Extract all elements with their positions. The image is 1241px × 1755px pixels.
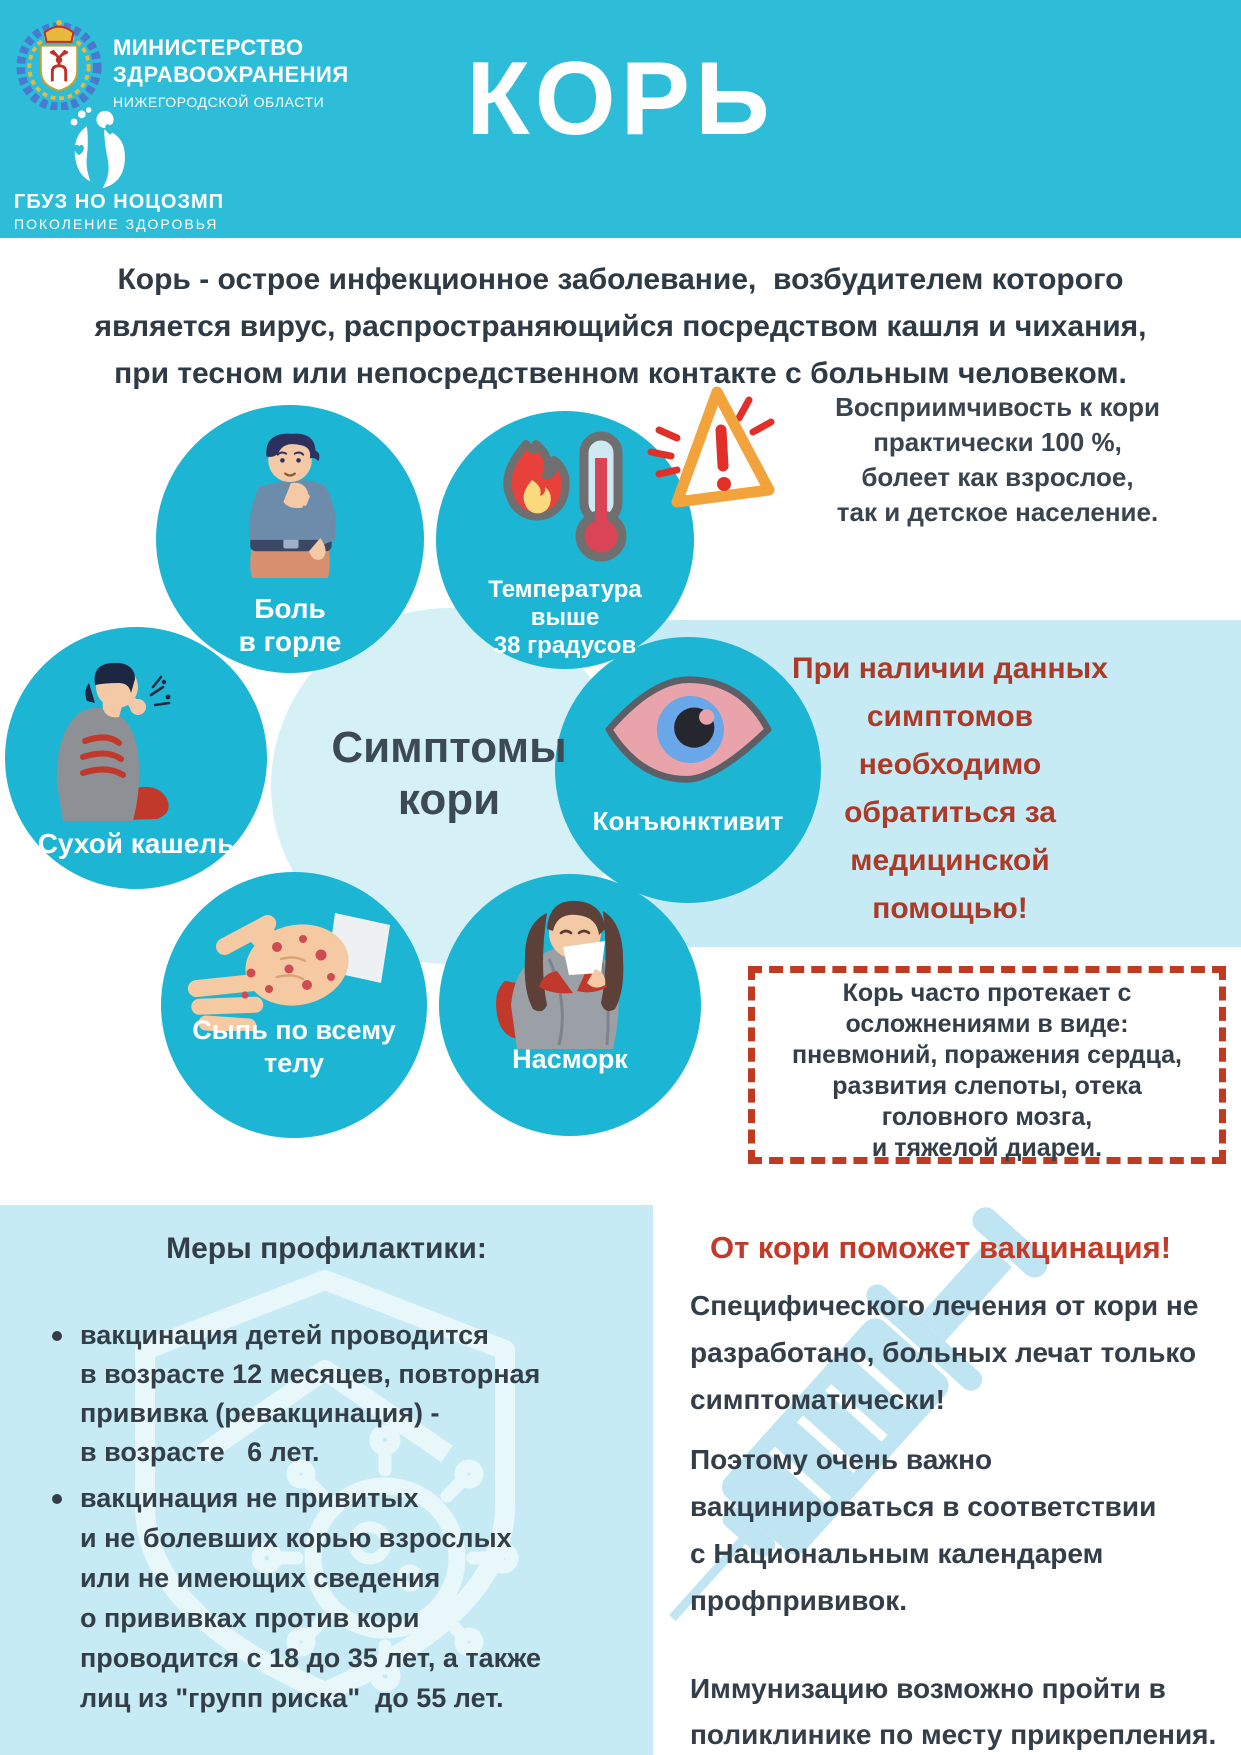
seek-help-text <box>680 645 1220 933</box>
seek-help-line: При наличии данных <box>792 652 1108 685</box>
org-line1: ГБУЗ НО НОЦОЗМП <box>14 191 225 213</box>
paragraph-line: поликлинике по месту прикрепления. <box>690 1719 1217 1750</box>
center-title-line: Симптомы <box>331 723 567 772</box>
symptom-label-runny-nose <box>439 1044 701 1075</box>
prevention-bullet-children <box>80 1316 640 1472</box>
bullet-line: прививка (ревакцинация) - <box>80 1398 440 1428</box>
susceptibility-line: Восприимчивость к кори <box>835 392 1160 422</box>
complications-line: развития слепоты, отека <box>832 1072 1142 1100</box>
symptom-label-sore-throat <box>156 592 424 658</box>
bullet-line: в возрасте 6 лет. <box>80 1437 320 1467</box>
seek-help-line: обратиться за <box>844 796 1056 829</box>
thermometer-fire-icon <box>480 428 648 566</box>
paragraph-line: симптоматически! <box>690 1384 945 1415</box>
header <box>0 0 1241 238</box>
complications-line: Корь часто протекает с <box>842 979 1132 1007</box>
warning-triangle-icon <box>637 378 795 530</box>
label-line: Насморк <box>512 1044 628 1074</box>
paragraph-line: вакцинироваться в соответствии <box>690 1491 1157 1522</box>
symptom-label-dry-cough <box>5 828 267 860</box>
label-line: в горле <box>238 626 342 657</box>
intro-line: является вирус, распространяющийся посредством кашля и чихания, <box>94 310 1147 343</box>
complications-line: пневмоний, поражения сердца, <box>791 1041 1182 1069</box>
complications-text <box>756 978 1218 1164</box>
vaccination-paragraph-treatment <box>690 1282 1235 1423</box>
label-line: 38 градусов <box>493 632 637 659</box>
vaccination-paragraph-clinic <box>690 1666 1235 1755</box>
center-title-line: кори <box>397 775 501 824</box>
susceptibility-note <box>775 390 1220 530</box>
seek-help-line: медицинской <box>850 844 1050 877</box>
bullet-line: вакцинация не привитых <box>80 1483 419 1513</box>
label-line: Сухой кашель <box>37 828 235 859</box>
sneezing-woman-icon <box>483 885 661 1050</box>
intro-line: Корь - острое инфекционное заболевание, возбудителем которого <box>117 263 1124 296</box>
complications-line: осложнениями в виде: <box>845 1010 1129 1038</box>
ministry-line1: МИНИСТЕРСТВО <box>113 35 304 60</box>
org-line2: ПОКОЛЕНИЕ ЗДОРОВЬЯ <box>14 216 219 232</box>
label-line: Температура <box>488 576 642 603</box>
paragraph-line: Специфического лечения от кори не <box>690 1290 1199 1321</box>
seek-help-line: симптомов <box>866 700 1034 733</box>
symptom-label-rash <box>161 1014 427 1080</box>
bullet-line: лиц из "групп риска" до 55 лет. <box>80 1683 504 1713</box>
bullet-line: вакцинация детей проводится <box>80 1320 489 1350</box>
label-line: Боль <box>254 593 326 624</box>
label-line: выше <box>530 604 600 631</box>
susceptibility-line: болеет как взрослое, <box>861 462 1134 492</box>
seek-help-line: помощью! <box>872 892 1028 925</box>
org-name <box>14 190 224 234</box>
intro-text <box>0 256 1241 397</box>
complications-line: и тяжелой диареи. <box>871 1134 1103 1162</box>
coughing-man-icon <box>25 645 230 825</box>
paragraph-line: с Национальным календарем <box>690 1538 1104 1569</box>
paragraph-line: Поэтому очень важно <box>690 1444 993 1475</box>
bullet-line: в возрасте 12 месяцев, повторная <box>80 1359 541 1389</box>
susceptibility-line: практически 100 %, <box>873 427 1122 457</box>
symptom-label-temperature <box>436 576 694 660</box>
vaccination-title: От кори поможет вакцинация! <box>709 1230 1172 1265</box>
vaccination-paragraph-calendar <box>690 1436 1235 1624</box>
label-line: телу <box>263 1048 325 1078</box>
symptoms-center-title <box>271 722 627 826</box>
poster-title: КОРЬ <box>466 41 775 157</box>
intro-line: при тесном или непосредственном контакте с больным человеком. <box>114 357 1127 390</box>
paragraph-line: разработано, больных лечат только <box>690 1337 1197 1368</box>
paragraph-line: профпрививок. <box>690 1585 908 1616</box>
label-line: Конъюнктивит <box>592 806 784 836</box>
susceptibility-line: так и детское население. <box>836 497 1159 527</box>
prevention-title: Меры профилактики: <box>166 1232 487 1265</box>
rash-hand-icon <box>185 903 400 1031</box>
ministry-line2: ЗДРАВООХРАНЕНИЯ <box>113 62 349 87</box>
ministry-line3: НИЖЕГОРОДСКОЙ ОБЛАСТИ <box>113 94 325 110</box>
bullet-line: и не болевших корью взрослых <box>80 1523 512 1553</box>
bullet-marker <box>52 1331 62 1341</box>
bullet-line: или не имеющих сведения <box>80 1563 441 1593</box>
sore-throat-icon <box>200 420 380 585</box>
bullet-line: о прививках против кори <box>80 1603 420 1633</box>
label-line: Сыпь по всему <box>192 1015 396 1045</box>
bullet-line: проводится с 18 до 35 лет, а также <box>80 1643 541 1673</box>
seek-help-line: необходимо <box>858 748 1042 781</box>
bullet-marker <box>52 1494 62 1504</box>
complications-line: головного мозга, <box>881 1103 1093 1131</box>
prevention-bullet-adults <box>80 1478 640 1718</box>
paragraph-line: Иммунизацию возможно пройти в <box>690 1673 1166 1704</box>
